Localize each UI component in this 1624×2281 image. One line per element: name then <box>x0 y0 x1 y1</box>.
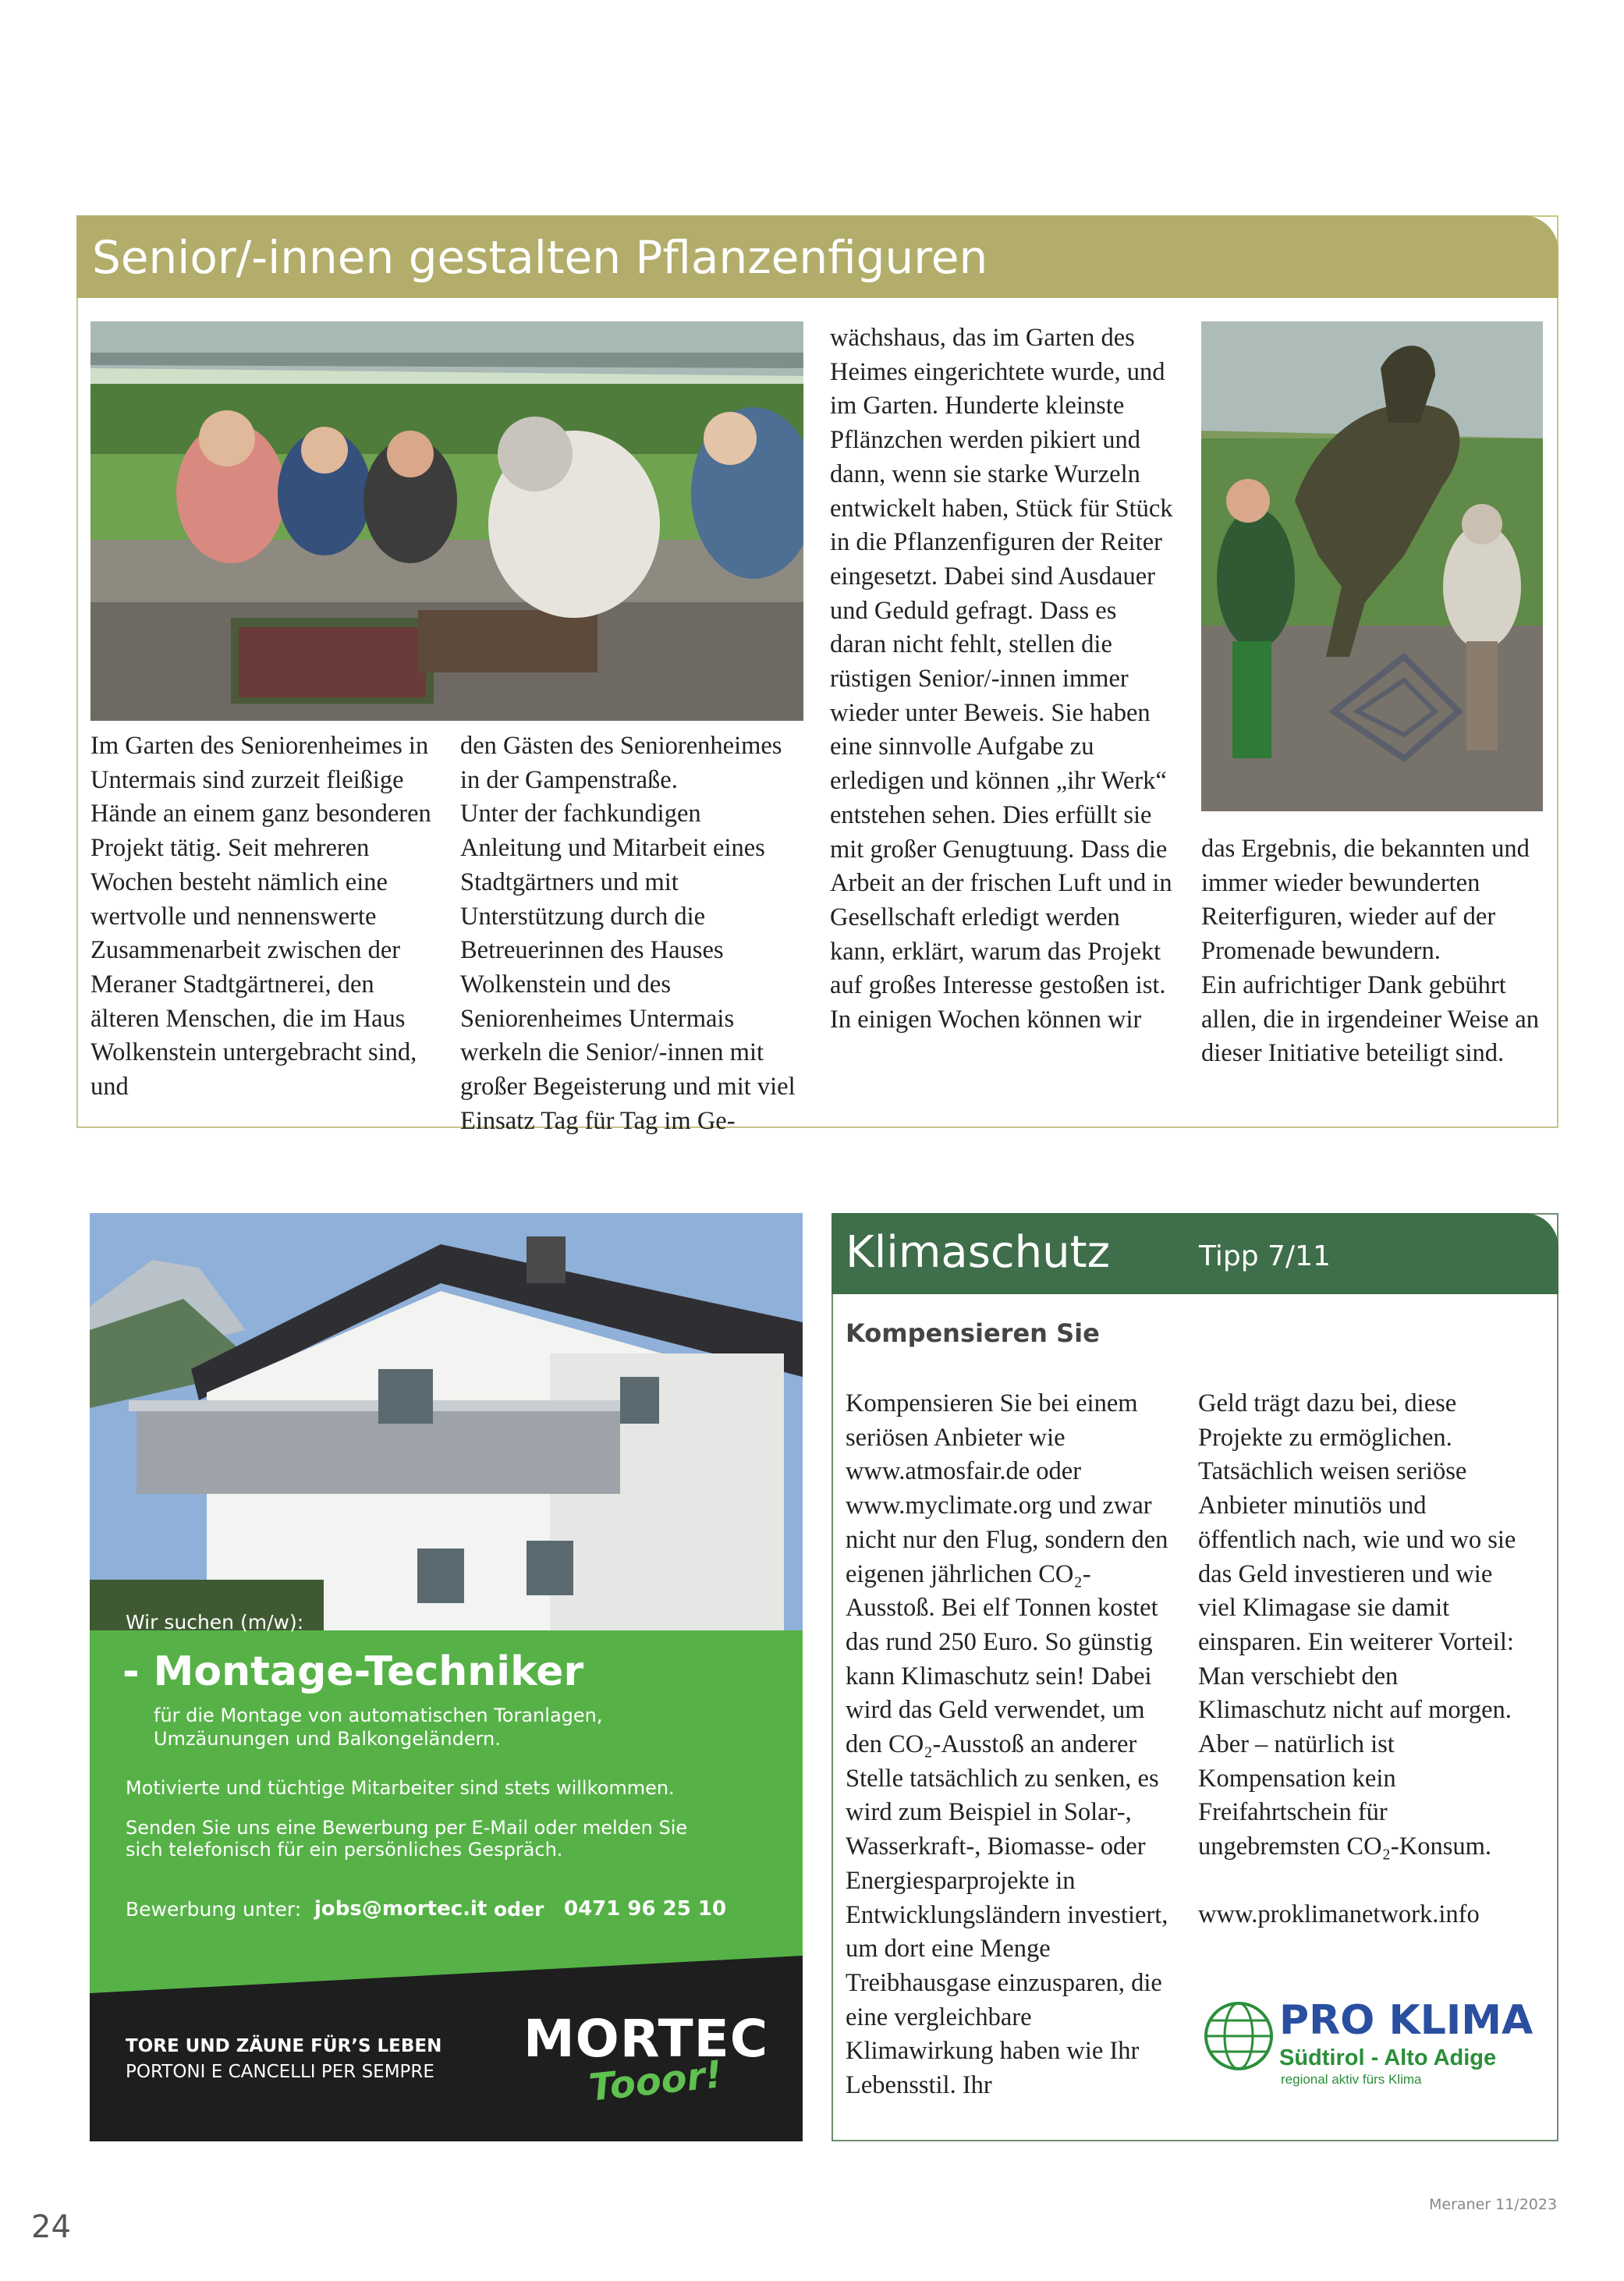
ad-job-desc-2: Umzäunungen und Balkongeländern. <box>154 1728 501 1750</box>
ad-slogan-it: PORTONI E CANCELLI PER SEMPRE <box>126 2062 434 2082</box>
klima-title: Klimaschutz <box>846 1227 1111 1278</box>
klima-tip-number: Tipp 7/11 <box>1199 1240 1331 1272</box>
article-column-1 <box>90 729 434 1105</box>
article-text-4b: Ein aufrichtiger Dank gebührt allen, die in irgendeiner Weise an dieser Initiative beteiligt sind. <box>1201 970 1539 1068</box>
pro-klima-logo-text: PRO KLIMA <box>1279 1997 1534 2044</box>
article-text-2a: den Gästen des Seniorenheimes in der Gampenstraße. <box>460 732 782 794</box>
article-title: Senior/-innen gestalten Pflanzenfiguren <box>92 231 988 284</box>
ad-job-desc-1: für die Montage von automatischen Toranlagen, <box>154 1705 603 1726</box>
klima-column-2 <box>1198 1387 1526 1932</box>
klima-text-2b: Aber – natürlich ist Kompensation kein Freifahrtschein für ungebremsten CO₂-Konsum. <box>1198 1730 1492 1861</box>
mortec-logo-tagline: Tooor! <box>587 2052 725 2110</box>
ad-email-link[interactable]: jobs@mortec.it <box>314 1897 488 1921</box>
horse-figure-photo <box>1201 321 1543 811</box>
article-text-3a: wächshaus, das im Garten des Heimes eingerichtete wurde, und im Garten. Hunderte kleinste Pflänzchen werden pikiert und dann, wenn sie starke Wurzeln entwickelt haben, Stück für Stück in die Pflanzenfiguren der Reiter eingesetzt. Dabei sind Ausdauer und Geduld gefragt. Dass es daran nicht fehlt, stellen die rüstigen Senior/-innen immer wieder unter Beweis. Sie haben eine sinnvolle Aufgabe zu erledigen und können „ihr Werk“ entstehen sehen. Dies erfüllt sie mit großer Genugtuung. Dass die Arbeit an der frischen Luft und in Gesellschaft erledigt werden kann, erklärt, warum das Projekt auf großes Interesse gestoßen ist. <box>830 324 1173 1000</box>
proklima-link[interactable]: www.proklimanetwork.info <box>1198 1900 1480 1928</box>
pro-klima-logo <box>1201 1997 1534 2091</box>
pro-klima-logo-tagline: regional aktiv fürs Klima <box>1281 2072 1422 2087</box>
issue-label: Meraner 11/2023 <box>1429 2196 1558 2213</box>
klima-subtitle: Kompensieren Sie <box>846 1318 1100 1348</box>
klima-text-2a: Geld trägt dazu bei, diese Projekte zu ermöglichen. Tatsächlich weisen seriöse Anbieter minutiös und öffentlich nach, wie und wo sie das Geld investieren und wie viel Klimagase sie damit einsparen. Ein weiterer Vorteil: Man verschiebt den Klimaschutz nicht auf morgen. <box>1198 1389 1516 1725</box>
article-text-2b: Unter der fachkundigen Anleitung und Mitarbeit eines Stadtgärtners und mit Unterstützung durch die Betreuerinnen des Hauses Wolkenstein und des Seniorenheimes Untermais werkeln die Senior/-innen mit großer Begeisterung und mit viel Einsatz Tag für Tag im Ge- <box>460 800 796 1135</box>
ad-or: oder <box>494 1898 544 1921</box>
mortec-advertisement <box>90 1213 803 2141</box>
ad-apply-label: Bewerbung unter: <box>126 1898 302 1921</box>
seniors-planting-photo <box>90 321 803 721</box>
ad-line-2a: Senden Sie uns eine Bewerbung per E-Mail oder melden Sie <box>126 1817 688 1839</box>
article-text-1: Im Garten des Seniorenheimes in Untermais sind zurzeit fleißige Hände an einem ganz besonderen Projekt tätig. Seit mehreren Wochen besteht nämlich eine wertvolle und nennenswerte Zusammenarbeit zwischen der Meraner Stadtgärtnerei, den älteren Menschen, die im Haus Wolkenstein untergebracht sind, und <box>90 732 431 1101</box>
pro-klima-logo-region: Südtirol - Alto Adige <box>1279 2045 1497 2070</box>
article-column-4 <box>1201 832 1544 1071</box>
article-text-4a: das Ergebnis, die bekannten und immer wieder bewunderten Reiterfiguren, wieder auf der Promenade bewundern. <box>1201 835 1530 966</box>
ad-slogan-de: TORE UND ZÄUNE FÜR’S LEBEN <box>126 2036 442 2056</box>
page-number: 24 <box>31 2209 71 2245</box>
globe-icon <box>1201 1997 1279 2075</box>
ad-phone[interactable]: 0471 96 25 10 <box>564 1897 727 1921</box>
ad-job-title: - Montage-Techniker <box>122 1648 584 1695</box>
klima-column-1 <box>846 1387 1172 2103</box>
ad-line-1: Motivierte und tüchtige Mitarbeiter sind stets willkommen. <box>126 1777 675 1799</box>
klima-text-1: Kompensieren Sie bei einem seriösen Anbieter wie www.atmosfair.de oder www.myclimate.org und zwar nicht nur den Flug, sondern den eigenen jährlichen CO₂-Ausstoß. Bei elf Tonnen kostet das rund 250 Euro. So günstig kann Klimaschutz sein! Dabei wird das Geld verwendet, um den CO₂-Ausstoß an anderer Stelle tatsächlich zu senken, es wird zum Beispiel in Solar-, Wasserkraft-, Biomasse- oder Energiesparprojekte in Entwicklungsländern investiert, um dort eine Menge Treibhausgase einzusparen, die eine vergleichbare Klimawirkung haben wie Ihr Lebensstil. Ihr <box>846 1389 1168 2100</box>
article-text-3b: In einigen Wochen können wir <box>830 1006 1142 1034</box>
ad-line-2b: sich telefonisch für ein persönliches Gespräch. <box>126 1839 563 1861</box>
ad-intro: Wir suchen (m/w): <box>126 1611 304 1634</box>
article-column-3 <box>830 321 1173 1038</box>
article-column-2 <box>460 729 803 1138</box>
mortec-logo: MORTEC <box>523 2009 769 2069</box>
